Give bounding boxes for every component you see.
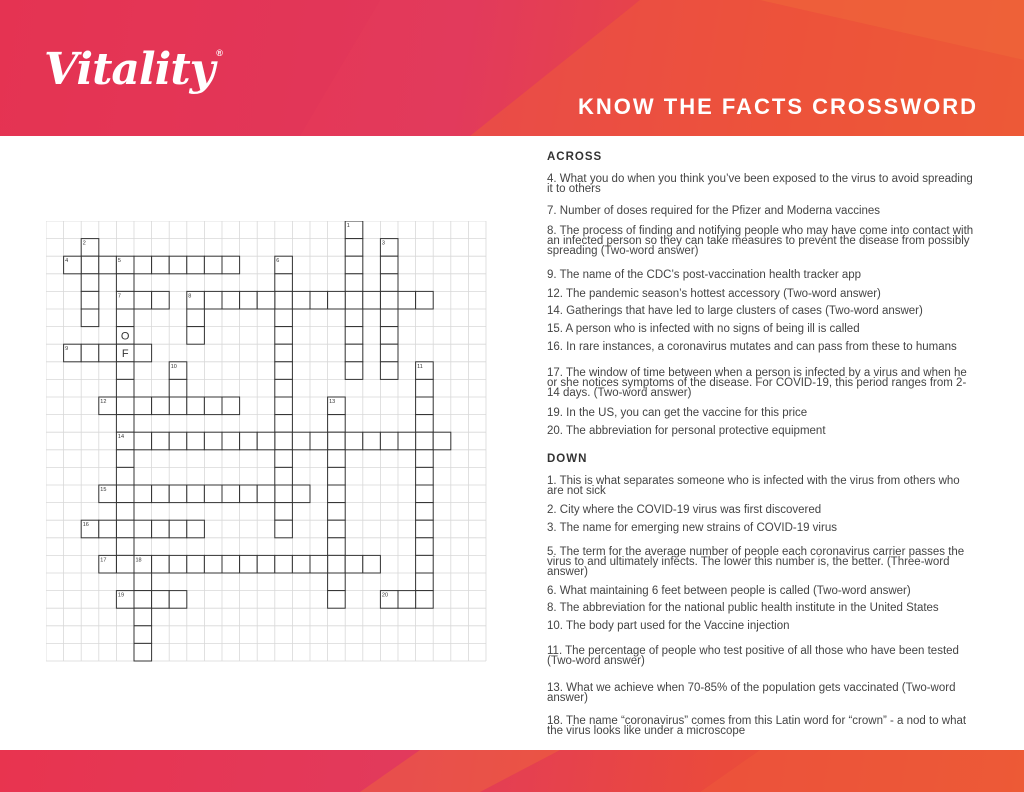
answer-cell[interactable]: [169, 432, 187, 450]
answer-cell[interactable]: [81, 256, 99, 274]
answer-cell[interactable]: [152, 485, 170, 503]
answer-cell[interactable]: [398, 291, 416, 309]
answer-cell[interactable]: [416, 485, 434, 503]
given-letter: O: [120, 330, 130, 343]
answer-cell[interactable]: [416, 520, 434, 538]
answer-cell[interactable]: [275, 520, 293, 538]
answer-cell[interactable]: [116, 397, 134, 415]
page-title: KNOW THE FACTS CROSSWORD: [578, 94, 978, 119]
answer-cell[interactable]: [116, 503, 134, 521]
across-clue: 16. In rare instances, a coronavirus mutates and can pass from these to humans: [547, 341, 957, 353]
answer-cell[interactable]: [116, 379, 134, 397]
answer-cell[interactable]: [134, 608, 152, 626]
answer-cell[interactable]: [187, 256, 205, 274]
answer-cell[interactable]: [275, 415, 293, 433]
answer-cell[interactable]: [134, 643, 152, 661]
answer-cell[interactable]: [152, 432, 170, 450]
answer-cell[interactable]: [416, 591, 434, 609]
down-clue: 8. The abbreviation for the national public health institute in the United States: [547, 602, 939, 614]
answer-cell[interactable]: [134, 432, 152, 450]
answer-cell[interactable]: [204, 291, 222, 309]
answer-cell[interactable]: [81, 274, 99, 292]
answer-cell[interactable]: [275, 432, 293, 450]
given-letter: F: [121, 348, 129, 361]
clue-number: 14: [117, 434, 125, 441]
down-clue: 6. What maintaining 6 feet between people is called (Two-word answer): [547, 585, 911, 597]
answer-cell[interactable]: [292, 555, 310, 573]
answer-cell[interactable]: [275, 362, 293, 380]
answer-cell[interactable]: [257, 432, 275, 450]
answer-cell[interactable]: [345, 309, 363, 327]
answer-cell[interactable]: [416, 379, 434, 397]
answer-cell[interactable]: [398, 432, 416, 450]
answer-cell[interactable]: [134, 485, 152, 503]
answer-cell[interactable]: [328, 591, 346, 609]
answer-cell[interactable]: [152, 520, 170, 538]
down-clue: 5. The term for the average number of people each coronavirus carrier passes the virus to and ultimately infects. The lower this number is, the better. (Three-word answer): [547, 546, 965, 578]
answer-cell[interactable]: [292, 432, 310, 450]
answer-cell[interactable]: [187, 327, 205, 345]
answer-cell[interactable]: [222, 485, 240, 503]
answer-cell[interactable]: [187, 555, 205, 573]
answer-cell[interactable]: [275, 274, 293, 292]
down-clue: 18. The name “coronavirus” comes from this Latin word for “crown” - a nod to what the virus looks like under a microscope: [547, 715, 967, 737]
clue-number: 7: [117, 293, 121, 300]
down-clue: 10. The body part used for the Vaccine injection: [547, 620, 790, 632]
answer-cell[interactable]: [134, 520, 152, 538]
answer-cell[interactable]: [363, 555, 381, 573]
answer-cell[interactable]: [328, 450, 346, 468]
answer-cell[interactable]: [328, 432, 346, 450]
answer-cell[interactable]: [204, 256, 222, 274]
answer-cell[interactable]: [187, 485, 205, 503]
crossword-grid: [46, 221, 490, 665]
answer-cell[interactable]: [328, 503, 346, 521]
answer-cell[interactable]: [257, 555, 275, 573]
answer-cell[interactable]: [116, 362, 134, 380]
answer-cell[interactable]: [169, 379, 187, 397]
header-banner: [0, 0, 1024, 136]
clue-number: 1: [346, 223, 350, 229]
answer-cell[interactable]: [328, 520, 346, 538]
answer-cell[interactable]: [222, 432, 240, 450]
answer-cell[interactable]: [222, 555, 240, 573]
answer-cell[interactable]: [240, 485, 258, 503]
answer-cell[interactable]: [416, 291, 434, 309]
down-clue: 1. This is what separates someone who is infected with the virus from others who are not sick: [547, 475, 960, 497]
answer-cell[interactable]: [240, 555, 258, 573]
answer-cell[interactable]: [152, 591, 170, 609]
clue-number: 4: [65, 258, 69, 265]
answer-cell[interactable]: [380, 309, 398, 327]
answer-cell[interactable]: [152, 256, 170, 274]
answer-cell[interactable]: [275, 467, 293, 485]
answer-cell[interactable]: [275, 309, 293, 327]
answer-cell[interactable]: [275, 379, 293, 397]
across-clue: 19. In the US, you can get the vaccine for this price: [547, 407, 808, 419]
answer-cell[interactable]: [292, 485, 310, 503]
answer-cell[interactable]: [345, 274, 363, 292]
footer-decoration: [0, 750, 1024, 792]
answer-cell[interactable]: [310, 432, 328, 450]
answer-cell[interactable]: [169, 520, 187, 538]
answer-cell[interactable]: [152, 555, 170, 573]
answer-cell[interactable]: [134, 573, 152, 591]
answer-cell[interactable]: [328, 538, 346, 556]
answer-cell[interactable]: [275, 503, 293, 521]
answer-cell[interactable]: [275, 327, 293, 345]
answer-cell[interactable]: [363, 291, 381, 309]
vitality-logo: Vitality ®: [44, 44, 222, 95]
answer-cell[interactable]: [328, 291, 346, 309]
answer-cell[interactable]: [380, 344, 398, 362]
across-clue: 17. The window of time between when a person is infected by a virus and when he or she notices symptoms of the disease. For COVID-19, this period ranges from 2-14 days. (Two-word answer): [547, 367, 967, 399]
answer-cell[interactable]: [398, 591, 416, 609]
answer-cell[interactable]: [134, 256, 152, 274]
across-clue: 9. The name of the CDC’s post-vaccination health tracker app: [547, 269, 862, 281]
answer-cell[interactable]: [416, 415, 434, 433]
answer-cell[interactable]: [416, 538, 434, 556]
answer-cell[interactable]: [380, 432, 398, 450]
answer-cell[interactable]: [310, 555, 328, 573]
answer-cell[interactable]: [380, 291, 398, 309]
answer-cell[interactable]: [152, 291, 170, 309]
answer-cell[interactable]: [345, 344, 363, 362]
across-clue: 12. The pandemic season’s hottest accessory (Two-word answer): [547, 288, 881, 300]
answer-cell[interactable]: [345, 239, 363, 257]
answer-cell[interactable]: [275, 344, 293, 362]
answer-cell[interactable]: [222, 256, 240, 274]
answer-cell[interactable]: [187, 397, 205, 415]
answer-cell[interactable]: [416, 467, 434, 485]
clue-number: 17: [100, 557, 107, 564]
answer-cell[interactable]: [380, 256, 398, 274]
answer-cell[interactable]: [380, 327, 398, 345]
answer-cell[interactable]: [310, 291, 328, 309]
clue-number: 18: [135, 557, 142, 564]
answer-cell[interactable]: [363, 432, 381, 450]
answer-cell[interactable]: [275, 555, 293, 573]
answer-cell[interactable]: [169, 591, 187, 609]
answer-cell[interactable]: [416, 432, 434, 450]
answer-cell[interactable]: [134, 591, 152, 609]
clue-number: 19: [117, 592, 125, 599]
answer-cell[interactable]: [328, 485, 346, 503]
answer-cell[interactable]: [116, 450, 134, 468]
answer-cell[interactable]: [99, 344, 117, 362]
answer-cell[interactable]: [187, 432, 205, 450]
answer-cell[interactable]: [345, 432, 363, 450]
clue-number: 12: [100, 399, 107, 405]
answer-cell[interactable]: [81, 309, 99, 327]
down-clue: 11. The percentage of people who test positive of all those who have been tested (Two-word answer): [547, 645, 959, 667]
clue-number: 9: [65, 346, 69, 353]
answer-cell[interactable]: [81, 344, 99, 362]
answer-cell[interactable]: [416, 573, 434, 591]
answer-cell[interactable]: [257, 291, 275, 309]
answer-cell[interactable]: [187, 309, 205, 327]
answer-cell[interactable]: [116, 309, 134, 327]
answer-cell[interactable]: [275, 485, 293, 503]
down-clue: 13. What we achieve when 70-85% of the population gets vaccinated (Two-word answer): [547, 682, 956, 704]
answer-cell[interactable]: [204, 555, 222, 573]
answer-cell[interactable]: [416, 397, 434, 415]
clue-number: 16: [82, 522, 89, 529]
clue-number: 11: [417, 363, 423, 370]
answer-cell[interactable]: [169, 555, 187, 573]
answer-cell[interactable]: [328, 573, 346, 591]
answer-cell[interactable]: [416, 503, 434, 521]
clue-number: 2: [82, 240, 86, 247]
answer-cell[interactable]: [345, 256, 363, 274]
answer-cell[interactable]: [328, 467, 346, 485]
answer-cell[interactable]: [328, 555, 346, 573]
answer-cell[interactable]: [380, 274, 398, 292]
answer-cell[interactable]: [116, 485, 134, 503]
answer-cell[interactable]: [275, 291, 293, 309]
answer-cell[interactable]: [152, 397, 170, 415]
answer-cell[interactable]: [134, 344, 152, 362]
answer-cell[interactable]: [275, 397, 293, 415]
answer-cell[interactable]: [345, 327, 363, 345]
answer-cell[interactable]: [134, 397, 152, 415]
footer-banner: [0, 750, 1024, 792]
answer-cell[interactable]: [116, 467, 134, 485]
across-clue: 14. Gatherings that have led to large clusters of cases (Two-word answer): [547, 305, 923, 317]
answer-cell[interactable]: [345, 362, 363, 380]
answer-cell[interactable]: [116, 520, 134, 538]
answer-cell[interactable]: [187, 520, 205, 538]
answer-cell[interactable]: [292, 291, 310, 309]
answer-cell[interactable]: [416, 555, 434, 573]
down-clue: 2. City where the COVID-19 virus was first discovered: [547, 504, 822, 516]
across-clue: 7. Number of doses required for the Pfizer and Moderna vaccines: [547, 205, 881, 217]
answer-cell[interactable]: [345, 291, 363, 309]
clue-number: 13: [329, 399, 336, 405]
answer-cell[interactable]: [222, 397, 240, 415]
answer-cell[interactable]: [134, 626, 152, 644]
down-heading: DOWN: [547, 453, 588, 465]
across-clue: 15. A person who is infected with no signs of being ill is called: [547, 323, 860, 335]
clue-number: 8: [188, 293, 192, 300]
across-heading: ACROSS: [547, 151, 603, 163]
clue-number: 6: [276, 258, 280, 265]
answer-cell[interactable]: [99, 256, 117, 274]
answer-cell[interactable]: [116, 274, 134, 292]
across-clue: 20. The abbreviation for personal protective equipment: [547, 425, 826, 437]
answer-cell[interactable]: [433, 432, 451, 450]
answer-cell[interactable]: [416, 450, 434, 468]
answer-cell[interactable]: [328, 415, 346, 433]
clue-number: 15: [100, 487, 107, 493]
answer-cell[interactable]: [169, 485, 187, 503]
clue-number: 10: [170, 363, 177, 370]
answer-cell[interactable]: [204, 397, 222, 415]
answer-cell[interactable]: [222, 291, 240, 309]
answer-cell[interactable]: [345, 555, 363, 573]
clue-number: 5: [117, 258, 121, 265]
answer-cell[interactable]: [257, 485, 275, 503]
answer-cell[interactable]: [240, 291, 258, 309]
answer-cell[interactable]: [380, 362, 398, 380]
answer-cell[interactable]: [134, 291, 152, 309]
answer-cell[interactable]: [275, 450, 293, 468]
across-clue: 8. The process of finding and notifying people who may have come into contact with an infected person so they can take measures to prevent the disease from possibly spreading (Two-word answer): [547, 225, 974, 257]
answer-cell[interactable]: [81, 291, 99, 309]
answer-cell[interactable]: [169, 397, 187, 415]
answer-cell[interactable]: [116, 538, 134, 556]
answer-cell[interactable]: [99, 520, 117, 538]
answer-cell[interactable]: [204, 485, 222, 503]
clue-number: 20: [381, 592, 389, 599]
clue-number: 3: [381, 240, 385, 247]
answer-cell[interactable]: [116, 415, 134, 433]
across-clue: 4. What you do when you think you’ve been exposed to the virus to avoid spreading it to others: [547, 173, 973, 195]
answer-cell[interactable]: [116, 555, 134, 573]
down-clue: 3. The name for emerging new strains of COVID-19 virus: [547, 522, 837, 534]
answer-cell[interactable]: [240, 432, 258, 450]
answer-cell[interactable]: [169, 256, 187, 274]
answer-cell[interactable]: [204, 432, 222, 450]
